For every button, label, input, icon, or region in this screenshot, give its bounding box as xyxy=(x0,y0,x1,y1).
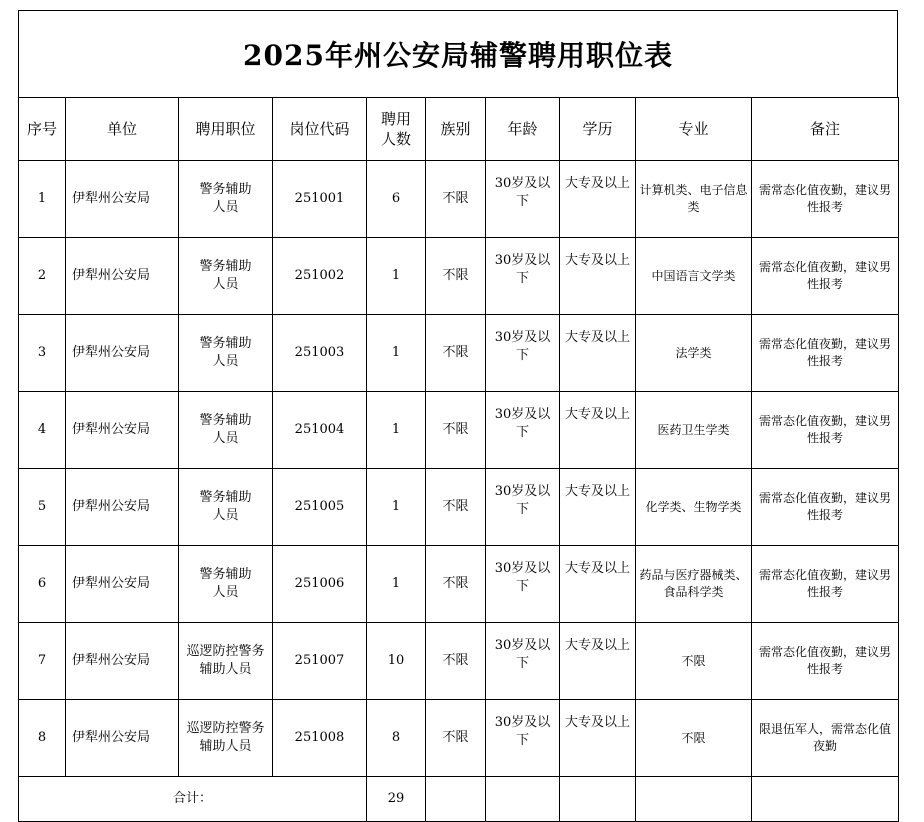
cell-unit: 伊犁州公安局 xyxy=(66,623,179,700)
cell-count: 1 xyxy=(367,315,426,392)
cell-code: 251003 xyxy=(273,315,367,392)
positions-table xyxy=(18,97,899,822)
cell-count: 1 xyxy=(367,392,426,469)
cell-unit: 伊犁州公安局 xyxy=(66,546,179,623)
cell-position: 巡逻防控警务辅助人员 xyxy=(179,700,273,777)
cell-unit: 伊犁州公安局 xyxy=(66,161,179,238)
cell-education: 大专及以上 xyxy=(560,238,636,315)
cell-seq: 7 xyxy=(19,623,66,700)
table-row xyxy=(19,623,899,700)
cell-seq: 3 xyxy=(19,315,66,392)
page-title: 2025年州公安局辅警聘用职位表 xyxy=(18,10,898,97)
cell-code: 251008 xyxy=(273,700,367,777)
cell-count: 1 xyxy=(367,546,426,623)
table-row xyxy=(19,546,899,623)
header-education: 学历 xyxy=(560,98,636,161)
cell-unit: 伊犁州公安局 xyxy=(66,315,179,392)
table-row xyxy=(19,700,899,777)
cell-age: 30岁及以下 xyxy=(486,623,560,700)
cell-seq: 5 xyxy=(19,469,66,546)
table-row xyxy=(19,469,899,546)
cell-major: 化学类、生物学类 xyxy=(636,469,752,546)
cell-ethnicity: 不限 xyxy=(426,161,486,238)
cell-major: 药品与医疗器械类、食品科学类 xyxy=(636,546,752,623)
cell-education: 大专及以上 xyxy=(560,392,636,469)
cell-ethnicity: 不限 xyxy=(426,546,486,623)
cell-seq: 6 xyxy=(19,546,66,623)
cell-code: 251002 xyxy=(273,238,367,315)
header-row xyxy=(19,98,899,161)
cell-note: 需常态化值夜勤，建议男性报考 xyxy=(752,238,899,315)
table-row xyxy=(19,238,899,315)
header-seq: 序号 xyxy=(19,98,66,161)
header-position: 聘用职位 xyxy=(179,98,273,161)
cell-age: 30岁及以下 xyxy=(486,392,560,469)
cell-position: 警务辅助人员 xyxy=(179,238,273,315)
cell-note: 限退伍军人，需常态化值夜勤 xyxy=(752,700,899,777)
cell-note: 需常态化值夜勤，建议男性报考 xyxy=(752,161,899,238)
cell-code: 251004 xyxy=(273,392,367,469)
cell-age: 30岁及以下 xyxy=(486,161,560,238)
header-code: 岗位代码 xyxy=(273,98,367,161)
header-note: 备注 xyxy=(752,98,899,161)
cell-ethnicity: 不限 xyxy=(426,238,486,315)
cell-ethnicity: 不限 xyxy=(426,315,486,392)
cell-unit: 伊犁州公安局 xyxy=(66,392,179,469)
header-age: 年龄 xyxy=(486,98,560,161)
total-empty-cell xyxy=(752,777,899,822)
cell-ethnicity: 不限 xyxy=(426,469,486,546)
cell-code: 251005 xyxy=(273,469,367,546)
cell-count: 1 xyxy=(367,238,426,315)
cell-age: 30岁及以下 xyxy=(486,315,560,392)
recruitment-sheet xyxy=(18,10,898,822)
cell-position: 警务辅助人员 xyxy=(179,469,273,546)
cell-unit: 伊犁州公安局 xyxy=(66,238,179,315)
cell-note: 需常态化值夜勤，建议男性报考 xyxy=(752,623,899,700)
cell-major: 法学类 xyxy=(636,315,752,392)
cell-count: 1 xyxy=(367,469,426,546)
total-row xyxy=(19,777,899,822)
cell-count: 8 xyxy=(367,700,426,777)
total-empty-cell xyxy=(426,777,486,822)
header-count: 聘用人数 xyxy=(367,98,426,161)
cell-education: 大专及以上 xyxy=(560,700,636,777)
cell-education: 大专及以上 xyxy=(560,315,636,392)
cell-count: 6 xyxy=(367,161,426,238)
cell-unit: 伊犁州公安局 xyxy=(66,469,179,546)
cell-age: 30岁及以下 xyxy=(486,469,560,546)
cell-ethnicity: 不限 xyxy=(426,623,486,700)
cell-note: 需常态化值夜勤，建议男性报考 xyxy=(752,469,899,546)
table-row xyxy=(19,315,899,392)
cell-education: 大专及以上 xyxy=(560,546,636,623)
cell-code: 251006 xyxy=(273,546,367,623)
cell-major: 不限 xyxy=(636,700,752,777)
cell-education: 大专及以上 xyxy=(560,623,636,700)
cell-major: 计算机类、电子信息类 xyxy=(636,161,752,238)
total-count: 29 xyxy=(367,777,426,822)
cell-note: 需常态化值夜勤，建议男性报考 xyxy=(752,315,899,392)
total-empty-cell xyxy=(486,777,560,822)
cell-ethnicity: 不限 xyxy=(426,700,486,777)
cell-code: 251001 xyxy=(273,161,367,238)
cell-age: 30岁及以下 xyxy=(486,238,560,315)
cell-position: 警务辅助人员 xyxy=(179,315,273,392)
cell-ethnicity: 不限 xyxy=(426,392,486,469)
cell-age: 30岁及以下 xyxy=(486,546,560,623)
header-major: 专业 xyxy=(636,98,752,161)
cell-seq: 2 xyxy=(19,238,66,315)
total-empty-cell xyxy=(636,777,752,822)
cell-age: 30岁及以下 xyxy=(486,700,560,777)
table-row xyxy=(19,392,899,469)
cell-seq: 1 xyxy=(19,161,66,238)
cell-major: 中国语言文学类 xyxy=(636,238,752,315)
cell-unit: 伊犁州公安局 xyxy=(66,700,179,777)
cell-position: 巡逻防控警务辅助人员 xyxy=(179,623,273,700)
cell-major: 不限 xyxy=(636,623,752,700)
table-row xyxy=(19,161,899,238)
cell-major: 医药卫生学类 xyxy=(636,392,752,469)
cell-note: 需常态化值夜勤，建议男性报考 xyxy=(752,546,899,623)
cell-seq: 8 xyxy=(19,700,66,777)
total-empty-cell xyxy=(560,777,636,822)
cell-education: 大专及以上 xyxy=(560,469,636,546)
cell-seq: 4 xyxy=(19,392,66,469)
cell-count: 10 xyxy=(367,623,426,700)
cell-position: 警务辅助人员 xyxy=(179,161,273,238)
header-ethnicity: 族别 xyxy=(426,98,486,161)
cell-code: 251007 xyxy=(273,623,367,700)
cell-position: 警务辅助人员 xyxy=(179,392,273,469)
cell-position: 警务辅助人员 xyxy=(179,546,273,623)
total-label: 合计： xyxy=(19,777,367,822)
cell-note: 需常态化值夜勤，建议男性报考 xyxy=(752,392,899,469)
cell-education: 大专及以上 xyxy=(560,161,636,238)
header-unit: 单位 xyxy=(66,98,179,161)
